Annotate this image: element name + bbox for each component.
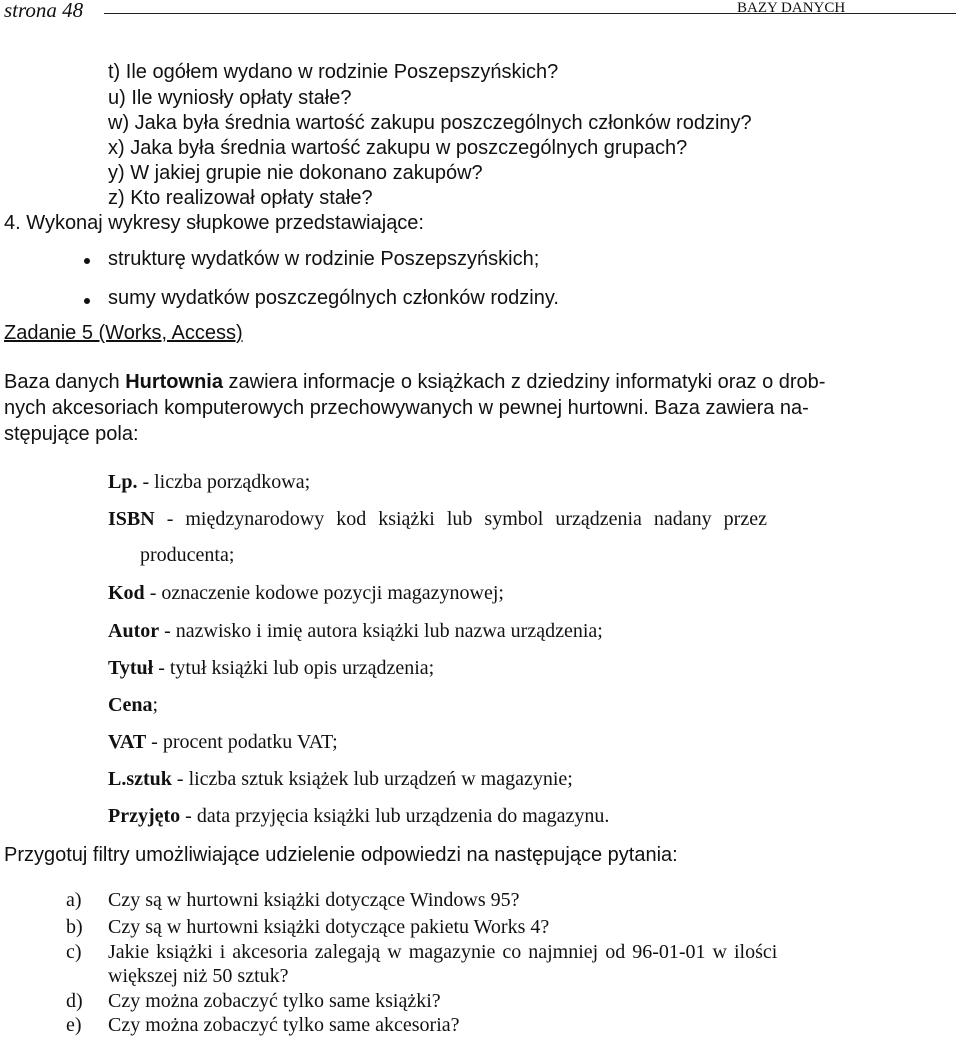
question-x: x) Jaka była średnia wartość zakupu w poszczególnych grupach?: [108, 137, 688, 159]
filters-intro: Przygotuj filtry umożliwiające udzielenie odpowiedzi na następujące pytania:: [4, 844, 678, 866]
field-vat: VAT - procent podatku VAT;: [108, 731, 338, 753]
filter-question-text: Czy można zobaczyć tylko same książki?: [108, 990, 441, 1012]
filter-question-letter: b): [66, 916, 83, 938]
field-lsztuk: L.sztuk - liczba sztuk książek lub urządzeń w magazynie;: [108, 768, 573, 790]
task5-intro-line3: stępujące pola:: [4, 423, 139, 445]
field-autor: Autor - nazwisko i imię autora książki lub nazwa urządzenia;: [108, 620, 603, 642]
section-title: BAZY DANYCH: [737, 0, 846, 16]
filter-question-text: Jakie książki i akcesoria zalegają w magazynie co najmniej od 96-01-01 w ilości: [108, 941, 778, 963]
bullet-icon: [84, 298, 90, 304]
task4-bullet: strukturę wydatków w rodzinie Poszepszyńskich;: [108, 248, 540, 270]
field-przyjeto: Przyjęto - data przyjęcia książki lub urządzenia do magazynu.: [108, 805, 610, 827]
field-isbn-cont: producenta;: [140, 544, 235, 566]
field-cena: Cena;: [108, 694, 159, 716]
field-tytul: Tytuł - tytuł książki lub opis urządzenia;: [108, 657, 435, 679]
filter-question-letter: c): [66, 941, 82, 963]
question-w: w) Jaka była średnia wartość zakupu poszczególnych członków rodziny?: [108, 112, 752, 134]
question-u: u) Ile wyniosły opłaty stałe?: [108, 87, 352, 109]
filter-question-letter: e): [66, 1014, 82, 1036]
task5-title: Zadanie 5 (Works, Access): [4, 322, 243, 344]
filter-question-text: Czy są w hurtowni książki dotyczące Windows 95?: [108, 889, 520, 911]
question-y: y) W jakiej grupie nie dokonano zakupów?: [108, 162, 483, 184]
task5-intro-line1: Baza danych Hurtownia zawiera informacje o książkach z dziedziny informatyki oraz o drob-: [4, 371, 826, 393]
field-lp: Lp. - liczba porządkowa;: [108, 471, 311, 493]
filter-question-text: Czy są w hurtowni książki dotyczące pakietu Works 4?: [108, 916, 550, 938]
field-isbn: ISBN - międzynarodowy kod książki lub symbol urządzenia nadany przez: [108, 508, 767, 530]
task5-intro-line2: nych akcesoriach komputerowych przechowywanych w pewnej hurtowni. Baza zawiera na-: [4, 397, 809, 419]
filter-question-text-cont: większej niż 50 sztuk?: [108, 965, 289, 987]
page-number: strona 48: [4, 0, 84, 22]
filter-question-text: Czy można zobaczyć tylko same akcesoria?: [108, 1014, 460, 1036]
question-t: t) Ile ogółem wydano w rodzinie Poszepszyńskich?: [108, 61, 559, 83]
filter-question-letter: d): [66, 990, 83, 1012]
bullet-icon: [84, 258, 90, 264]
filter-question-letter: a): [66, 889, 82, 911]
field-kod: Kod - oznaczenie kodowe pozycji magazynowej;: [108, 582, 504, 604]
question-z: z) Kto realizował opłaty stałe?: [108, 187, 373, 209]
database-name: Hurtownia: [125, 371, 223, 393]
task4-title: 4. Wykonaj wykresy słupkowe przedstawiające:: [4, 212, 424, 234]
task4-bullet: sumy wydatków poszczególnych członków rodziny.: [108, 287, 559, 309]
